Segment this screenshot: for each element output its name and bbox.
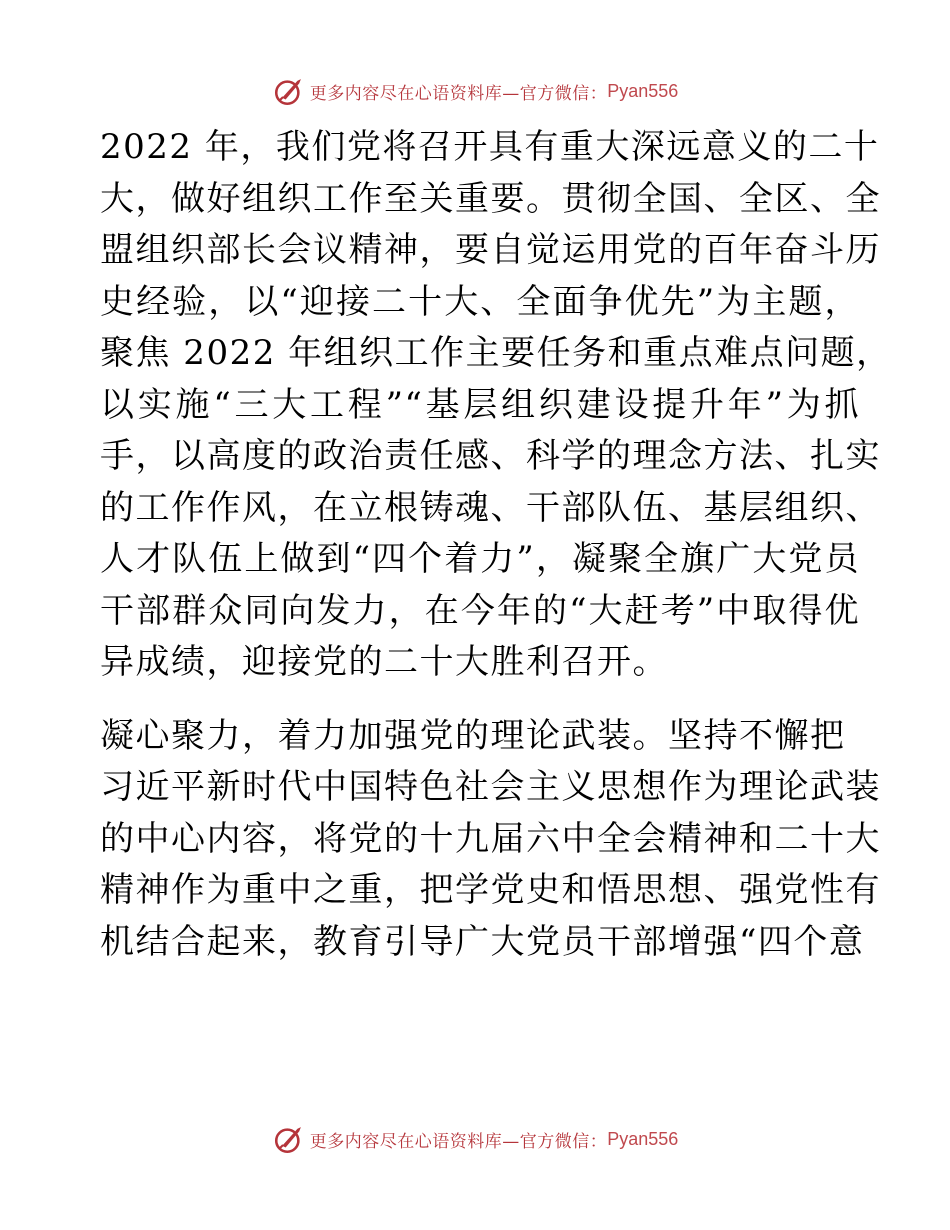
text-line: 聚焦 2022 年组织工作主要任务和重点难点问题， xyxy=(100,333,892,373)
text-line: 异成绩，迎接党的二十大胜利召开。 xyxy=(100,642,668,682)
text-line: 的中心内容，将党的十九届六中全会精神和二十大 xyxy=(100,818,881,859)
text-line: 机结合起来，教育引导广大党员干部增强“四个意 xyxy=(100,921,865,962)
article-body xyxy=(100,122,892,968)
text-line: 史经验，以“迎接二十大、全面争优先”为主题， xyxy=(100,281,860,322)
text-line: 精神作为重中之重，把学党史和悟思想、强党性有 xyxy=(100,870,881,910)
watermark-text: 更多内容尽在心语资料库—官方微信： xyxy=(309,1131,608,1152)
text-line: 凝心聚力，着力加强党的理论武装。坚持不懈把 xyxy=(100,715,846,756)
text-line: 的工作作风，在立根铸魂、干部队伍、基层组织、 xyxy=(100,487,881,528)
paragraph-2 xyxy=(100,711,881,969)
footer-watermark xyxy=(0,1119,950,1159)
header-watermark xyxy=(0,71,950,111)
quill-logo-icon xyxy=(272,1122,306,1156)
quill-logo-icon xyxy=(272,74,306,108)
text-line: 手，以高度的政治责任感、科学的理念方法、扎实 xyxy=(100,436,881,476)
watermark-text: 更多内容尽在心语资料库—官方微信： xyxy=(309,83,608,104)
text-line: 大，做好组织工作至关重要。贯彻全国、全区、全 xyxy=(100,178,881,219)
watermark-account: Pyan556 xyxy=(607,1128,679,1149)
text-line: 干部群众同向发力，在今年的“大赶考”中取得优 xyxy=(100,590,860,631)
text-line: 2022 年，我们党将召开具有重大深远意义的二十 xyxy=(100,127,880,167)
text-line: 人才队伍上做到“四个着力”，凝聚全旗广大党员 xyxy=(100,539,860,579)
watermark-account: Pyan556 xyxy=(607,80,679,101)
text-line: 盟组织部长会议精神，要自觉运用党的百年奋斗历 xyxy=(100,230,881,270)
paragraph-1 xyxy=(100,122,892,689)
text-line: 以实施“三大工程”“基层组织建设提升年”为抓 xyxy=(100,384,860,425)
text-line: 习近平新时代中国特色社会主义思想作为理论武装 xyxy=(100,767,881,807)
